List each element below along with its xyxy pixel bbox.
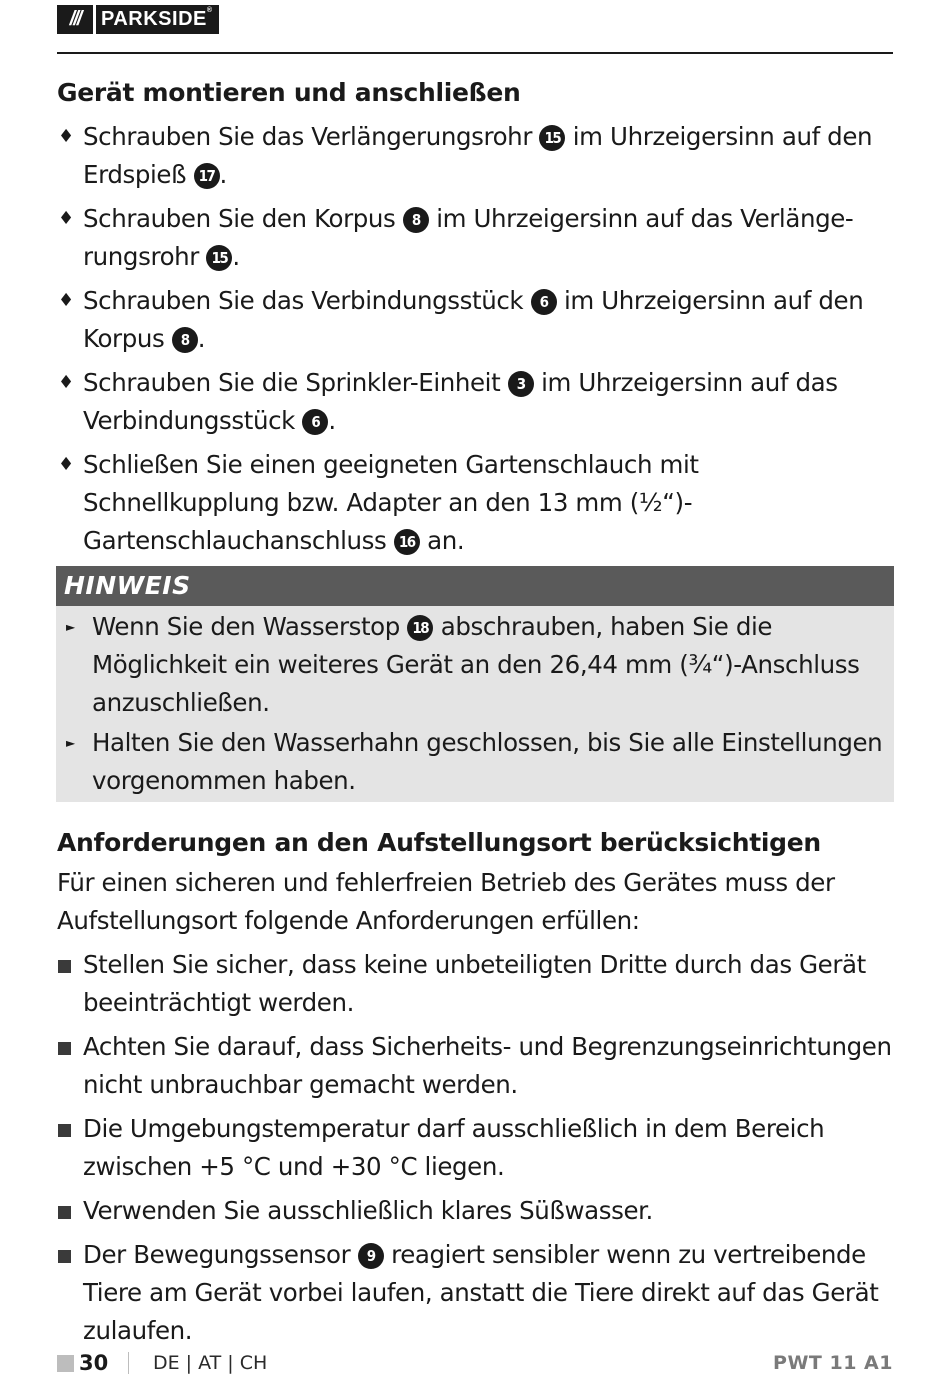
page-marker-icon [57, 1355, 74, 1372]
section-requirements [57, 824, 893, 1350]
step-text: . [197, 324, 206, 353]
section-heading-requirements: Anforderungen an den Aufstellungsort berücksichtigen [57, 828, 821, 857]
diamond-bullet-icon: ♦ [58, 454, 74, 475]
note-list [56, 606, 894, 802]
header-rule [57, 52, 893, 54]
step-text: im Uhrzeigersinn auf den Korpus [83, 286, 864, 353]
logo-slashes: /// [57, 5, 93, 34]
square-bullet-icon [58, 960, 71, 973]
part-number-badge: 18 [407, 615, 433, 641]
note-text: Halten Sie den Wasserhahn geschlossen, bis Sie alle Einstellungen vorgenommen haben. [92, 728, 883, 795]
model-number: PWT 11 A1 [773, 1352, 893, 1374]
list-item [66, 724, 886, 800]
step-text: Schließen Sie einen geeigneten Gartenschlauch mit Schnellkupplung bzw. Adapter an den 13 mm (½“)-Gartenschlauchanschluss [83, 450, 699, 555]
step-text: . [232, 242, 240, 271]
part-number-badge: 16 [394, 529, 420, 555]
square-bullet-icon [58, 1042, 71, 1055]
part-number-badge: 6 [302, 409, 328, 435]
list-item [57, 118, 893, 194]
note-text: Wenn Sie den Wasserstop [92, 612, 408, 641]
step-text: im Uhrzeigersinn auf das Verbindungsstück [83, 368, 838, 435]
diamond-bullet-icon: ♦ [58, 126, 74, 147]
note-title: HINWEIS [56, 566, 894, 606]
step-text: im Uhrzeigersinn auf das Verlänge-rungsrohr [83, 204, 854, 271]
square-bullet-icon [58, 1206, 71, 1219]
logo-brand-name: PARKSIDE [101, 8, 207, 30]
part-number-badge: 17 [194, 163, 220, 189]
part-number-badge: 8 [172, 327, 198, 353]
page-content [57, 74, 893, 1350]
list-item [57, 1028, 893, 1104]
list-item [57, 1192, 893, 1230]
language-codes: DE | AT | CH [153, 1352, 268, 1374]
requirement-text: Der Bewegungssensor [83, 1240, 358, 1269]
step-text: im Uhrzeigersinn auf den Erdspieß [83, 122, 873, 189]
list-item [57, 200, 893, 276]
section-intro: Für einen sicheren und fehlerfreien Betrieb des Gerätes muss der Aufstellungsort folgende Anforderungen erfüllen: [57, 868, 835, 935]
step-text: . [219, 160, 227, 189]
list-item [66, 608, 886, 722]
step-text: Schrauben Sie den Korpus [83, 204, 403, 233]
hinweis-note-box [56, 566, 894, 802]
list-item [57, 364, 893, 440]
square-bullet-icon [58, 1250, 71, 1263]
step-text: Schrauben Sie das Verbindungsstück [83, 286, 531, 315]
requirement-text: Die Umgebungstemperatur darf ausschließlich in dem Bereich zwischen +5 °C und +30 °C liegen. [83, 1114, 825, 1181]
requirement-text: reagiert sensibler wenn zu vertreibende Tiere am Gerät vorbei laufen, anstatt die Tiere direkt auf das Gerät zulaufen. [83, 1240, 879, 1345]
mount-steps-list [57, 118, 893, 560]
diamond-bullet-icon: ♦ [58, 290, 74, 311]
part-number-badge: 3 [508, 371, 534, 397]
list-item [57, 1110, 893, 1186]
step-text: Schrauben Sie die Sprinkler-Einheit [83, 368, 508, 397]
page-number: 30 [79, 1351, 109, 1374]
requirement-text: Verwenden Sie ausschließlich klares Süßwasser. [83, 1196, 653, 1225]
part-number-badge: 9 [358, 1243, 384, 1269]
part-number-badge: 15 [206, 245, 232, 271]
step-text: . [328, 406, 336, 435]
requirement-text: Achten Sie darauf, dass Sicherheits- und Begrenzungseinrichtungen nicht unbrauchbar gemacht werden. [83, 1032, 892, 1099]
diamond-bullet-icon: ♦ [58, 372, 74, 393]
requirement-text: Stellen Sie sicher, dass keine unbeteiligten Dritte durch das Gerät beeinträchtigt werden. [83, 950, 866, 1017]
note-text: abschrauben, haben Sie die Möglichkeit ein weiteres Gerät an den 26,44 mm (¾“)-Anschluss anzuschließen. [92, 612, 860, 717]
registered-mark: ® [206, 7, 213, 14]
part-number-badge: 15 [539, 125, 565, 151]
list-item [57, 282, 893, 358]
step-text: Schrauben Sie das Verlängerungsrohr [83, 122, 540, 151]
list-item [57, 946, 893, 1022]
step-text: an. [419, 526, 465, 555]
part-number-badge: 8 [403, 207, 429, 233]
footer-divider [128, 1352, 129, 1374]
requirements-list [57, 946, 893, 1350]
arrow-bullet-icon: ► [66, 736, 75, 750]
page-footer [57, 1348, 893, 1374]
square-bullet-icon [58, 1124, 71, 1137]
arrow-bullet-icon: ► [66, 620, 75, 634]
logo-wordmark [96, 5, 219, 34]
section-heading-mount: Gerät montieren und anschließen [57, 78, 521, 107]
part-number-badge: 6 [531, 289, 557, 315]
list-item [57, 446, 893, 560]
diamond-bullet-icon: ♦ [58, 208, 74, 229]
list-item [57, 1236, 893, 1350]
parkside-logo [57, 5, 219, 34]
